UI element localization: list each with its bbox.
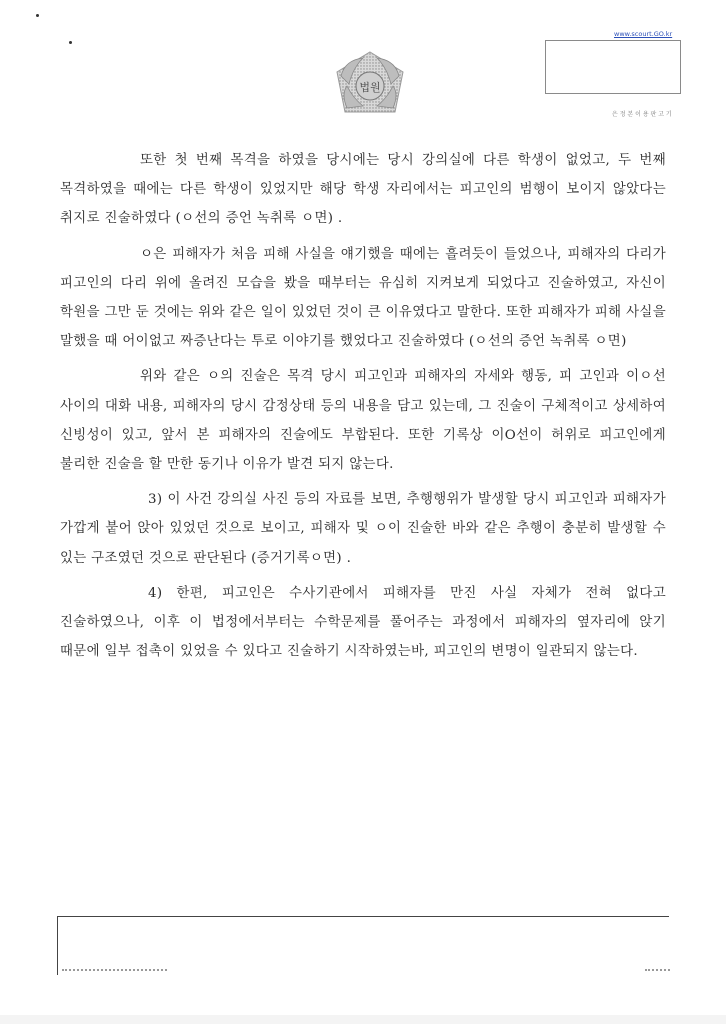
document-body (60, 146, 666, 666)
paragraph (60, 146, 666, 234)
paragraph-text: 또한 첫 번째 목격을 하였을 당시에는 당시 강의실에 다른 학생이 없었고, 두 번째 목격하였을 때에는 다른 학생이 있었지만 해당 학생 자리에서는 피고인의 범행이 보이지 않았다는 취지로 진술하였다 (ㅇ선의 증언 녹취록 ㅇ면) . (60, 153, 666, 227)
paragraph-text: 4) 한편, 피고인은 수사기관에서 피해자를 만진 사실 자체가 전혀 없다고 진술하였으나, 이후 이 법정에서부터는 수학문제를 풀어주는 과정에서 피해자의 옆자리에 앉기 때문에 일부 접촉이 있었을 수 있다고 진술하기 시작하였는바, 피고인의 변명이 일관되지 않는다. (60, 585, 666, 660)
paragraph (60, 362, 666, 479)
stamp-caption: 은 정 본 이 용 판 고 기 (612, 111, 672, 118)
court-url-link[interactable]: www.scourt.GO.kr (614, 30, 673, 38)
court-emblem-icon (333, 50, 407, 120)
stamp-box (545, 40, 681, 94)
footer-marking (645, 969, 670, 973)
paragraph (60, 485, 666, 573)
scan-speck (69, 41, 72, 44)
svg-text:법원: 법원 (359, 81, 381, 94)
paragraph-text: 위와 같은 ㅇ의 진술은 목격 당시 피고인과 피해자의 자세와 행동, 피 고인과 이ㅇ선 사이의 대화 내용, 피해자의 당시 감정상태 등의 내용을 담고 있는데, 그 진술이 구체적이고 상세하여 신빙성이 있고, 앞서 본 피해자의 진술에도 부합된다. 또한 기록상 이O선이 허위로 피고인에게 불리한 진술을 할 만한 동기나 이유가 발견 되지 않는다. (60, 369, 666, 473)
footer-marking (62, 969, 167, 973)
footer-box (57, 916, 669, 975)
scan-speck (36, 14, 39, 17)
paragraph (60, 579, 666, 667)
page-bottom-edge (0, 1015, 726, 1024)
paragraph-text: 3) 이 사건 강의실 사진 등의 자료를 보면, 추행행위가 발생할 당시 피고인과 피해자가 가깝게 붙어 앉아 있었던 것으로 보이고, 피해자 및 ㅇ이 진술한 바와 같은 추행이 충분히 발생할 수 있는 구조였던 것으로 판단된다 (증거기록ㅇ면) . (60, 492, 666, 566)
paragraph (60, 240, 666, 357)
paragraph-text: ㅇ은 피해자가 처음 피해 사실을 얘기했을 때에는 흘려듯이 들었으나, 피해자의 다리가 피고인의 다리 위에 올려진 모습을 봤을 때부터는 유심히 지켜보게 되었다고 진술하였고, 자신이 학원을 그만 둔 것에는 위와 같은 일이 있었던 것이 큰 이유였다고 말한다. 또한 피해자가 피해 사실을 말했을 때 어이없고 짜증난다는 투로 이야기를 했었다고 진술하였다 (ㅇ선의 증언 녹취록 ㅇ면) (60, 246, 666, 350)
